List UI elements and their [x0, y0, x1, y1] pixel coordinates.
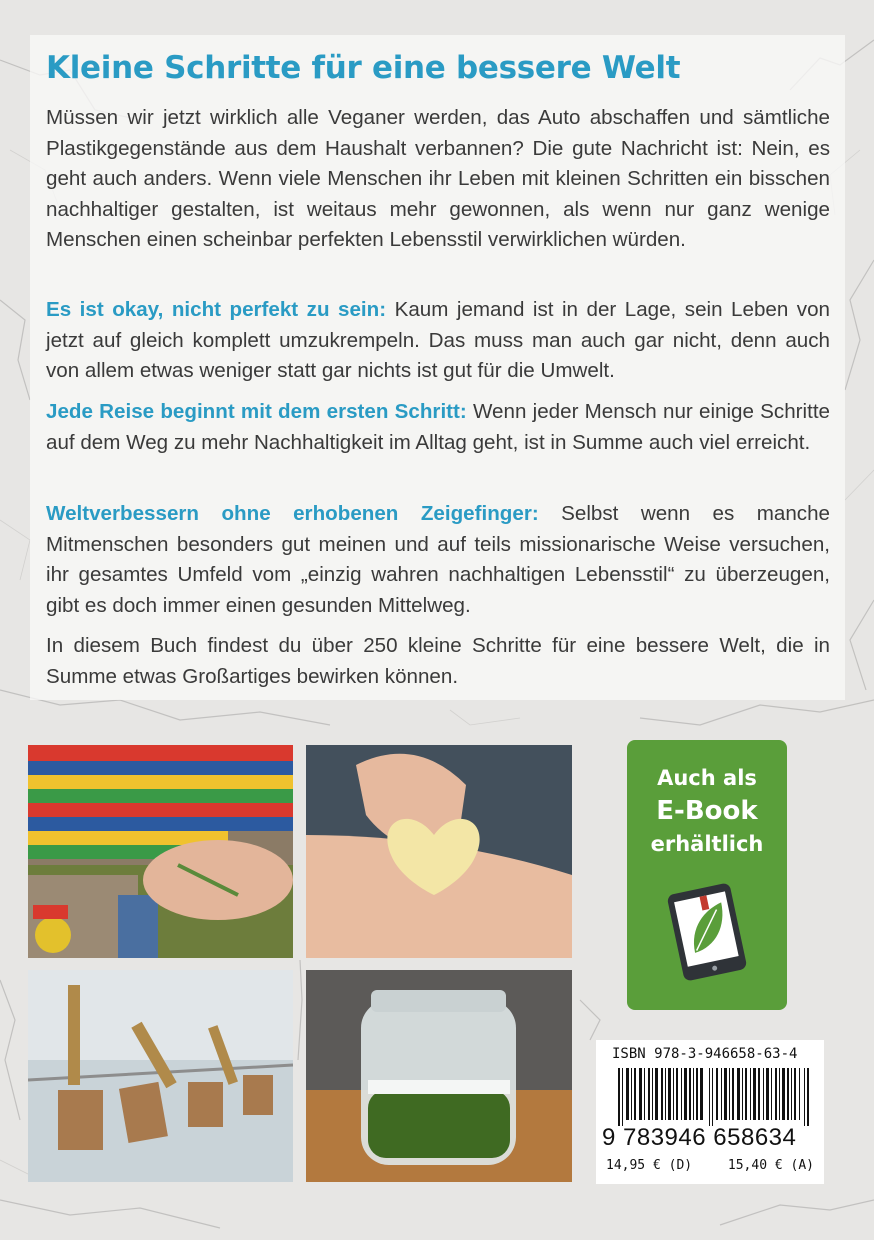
photo-heart-soap: [306, 745, 572, 958]
price-germany: 14,95 € (D): [606, 1158, 693, 1173]
section-text: Kaum jemand ist in der Lage, sein Leben von jetzt auf gleich komplett umzukrempeln. Das muss man auch gar nicht, denn auch von allem etwas weniger statt gar nichts ist gut für die Umwelt.: [46, 298, 830, 382]
section-no-finger: [46, 499, 830, 621]
barcode-box: [596, 1040, 824, 1184]
intro-paragraph: Müssen wir jetzt wirklich alle Veganer werden, das Auto abschaffen und sämtliche Plastikgegenstände aus dem Haushalt verbannen? Die gute Nachricht ist: Nein, es geht auch anders. Wenn viele Menschen ihr Leben mit kleinen Schritten ein bisschen nachhaltiger gestalten, ist weitaus mehr gewonnen, als wenn nur ganz wenige Menschen einen scheinbar perfekten Lebensstil verwirklichen würden.: [46, 106, 830, 251]
price-row: [606, 1158, 814, 1173]
section-heading: Weltverbessern ohne erhobenen Zeigefinger:: [46, 502, 539, 525]
section-first-step: [46, 397, 830, 458]
section-text: Wenn jeder Mensch nur einige Schritte auf dem Weg zu mehr Nachhaltigkeit im Alltag geht, ist in Summe auch viel erreicht.: [46, 400, 830, 454]
section-heading: Es ist okay, nicht perfekt zu sein:: [46, 298, 387, 321]
ebook-label: [627, 762, 787, 861]
barcode-graphic: [618, 1068, 810, 1126]
isbn-number: ISBN 978-3-946658-63-4: [612, 1046, 798, 1062]
photo-tea-bags: [28, 970, 293, 1182]
section-text: Selbst wenn es manche Mitmenschen besonders gut meinen und auf teils missionarische Weise versuchen, ihr gesamtes Umfeld vom „einzig wahren nachhaltigen Lebensstil“ zu überzeugen, gibt es doch immer einen gesunden Mittelweg.: [46, 502, 830, 617]
barcode-digits: 9 783946 658634: [602, 1124, 797, 1151]
ebook-line: Auch als: [657, 766, 757, 790]
price-austria: 15,40 € (A): [727, 1158, 814, 1173]
ebook-line: E-Book: [656, 796, 758, 826]
section-heading: Jede Reise beginnt mit dem ersten Schritt:: [46, 400, 467, 423]
ebook-badge: [627, 740, 787, 1010]
section-okay-perfect: [46, 295, 830, 387]
closing-paragraph: In diesem Buch findest du über 250 kleine Schritte für eine bessere Welt, die in Summe etwas Großartiges bewirken können.: [46, 634, 830, 688]
photo-child-herb: [28, 745, 293, 958]
tablet-leaf-icon: [667, 882, 747, 982]
photo-jar: [306, 970, 572, 1182]
page-title: Kleine Schritte für eine bessere Welt: [46, 50, 681, 86]
ebook-line: erhältlich: [650, 832, 764, 856]
